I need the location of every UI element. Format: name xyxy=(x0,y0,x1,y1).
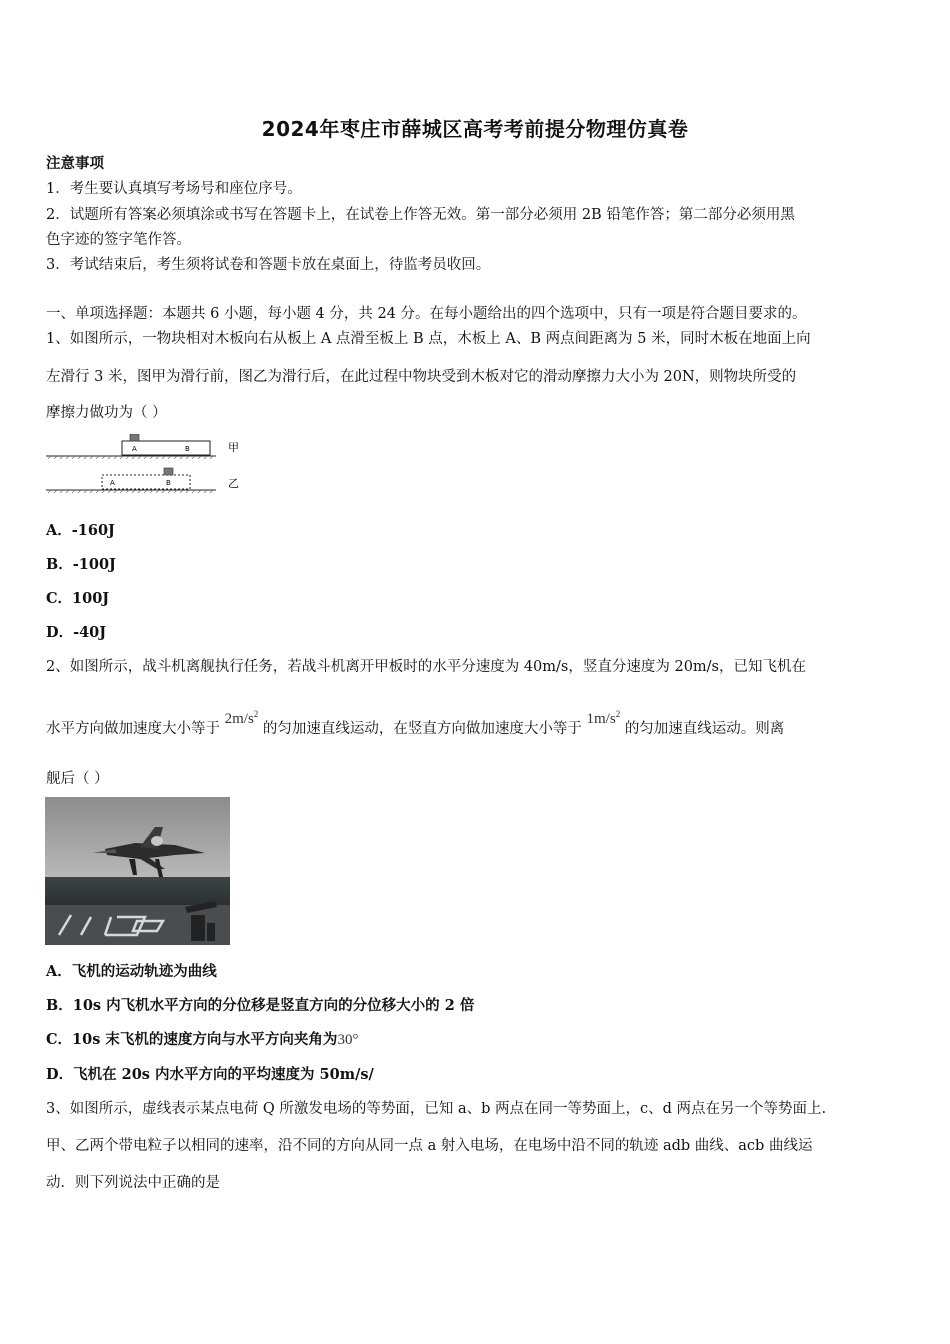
q2-text: 舰后（ ） xyxy=(46,771,109,787)
option-b: B．10s 内飞机水平方向的分位移是竖直方向的分位移大小的 2 倍 xyxy=(46,997,475,1014)
board-figure xyxy=(46,434,246,496)
q2-text-part: 的匀加速直线运动。则离 xyxy=(624,721,785,737)
q3-text: 甲、乙两个带电粒子以相同的速率，沿不同的方向从同一点 a 射入电场，在电场中沿不同的轨迹 adb 曲线、acb 曲线运 xyxy=(46,1138,813,1154)
notice-item: 2．试题所有答案必须填涂或书写在答题卡上，在试卷上作答无效。第一部分必须用 2B 铅笔作答；第二部分必须用黑 xyxy=(46,207,795,223)
label-jia: 甲 xyxy=(228,441,239,454)
formula-sup: 2 xyxy=(253,709,259,719)
formula-base: 2m/s xyxy=(224,711,254,727)
accel-formula xyxy=(587,711,621,727)
option-c-text: C．10s 末飞机的速度方向与水平方向夹角为 xyxy=(46,1031,338,1048)
formula-base: 1m/s xyxy=(586,711,616,727)
notice-item: 1．考生要认真填写考场号和座位序号。 xyxy=(46,181,302,197)
figure-yi xyxy=(46,468,239,493)
angle-formula: 30° xyxy=(337,1032,359,1048)
notice-heading: 注意事项 xyxy=(46,155,104,172)
q1-text: 摩擦力做功为（ ） xyxy=(46,405,167,421)
figure-jia xyxy=(46,434,239,459)
notice-item: 3．考试结束后，考生须将试卷和答题卡放在桌面上，待监考员收回。 xyxy=(46,257,491,273)
q1-text: 左滑行 3 米，图甲为滑行前，图乙为滑行后，在此过程中物块受到木板对它的滑动摩擦力大小为 20N，则物块所受的 xyxy=(46,369,797,385)
fighter-jet-photo xyxy=(45,797,230,945)
point-b-label: B xyxy=(185,445,190,453)
point-b-label: B xyxy=(166,479,171,487)
q3-text: 动．则下列说法中正确的是 xyxy=(46,1175,220,1191)
q2-text xyxy=(46,709,785,738)
option-b: B．-100J xyxy=(46,556,116,573)
accel-formula xyxy=(225,711,259,727)
q2-text-part: 水平方向做加速度大小等于 xyxy=(46,721,220,737)
option-d: D．-40J xyxy=(46,624,107,641)
page-title: 2024年枣庄市薛城区高考考前提分物理仿真卷 xyxy=(261,117,689,141)
q2-text-part: 的匀加速直线运动，在竖直方向做加速度大小等于 xyxy=(262,721,582,737)
block xyxy=(130,434,139,441)
option-c xyxy=(46,1028,358,1049)
q3-text: 3、如图所示，虚线表示某点电荷 Q 所激发电场的等势面，已知 a、b 两点在同一等势面上，c、d 两点在另一个等势面上. xyxy=(46,1101,827,1117)
option-a: A．飞机的运动轨迹为曲线 xyxy=(46,963,217,980)
option-a: A．-160J xyxy=(46,522,115,539)
notice-item: 色字迹的签字笔作答。 xyxy=(46,232,191,248)
board-dashed xyxy=(102,475,190,489)
block xyxy=(164,468,173,475)
option-c: C．100J xyxy=(46,590,110,607)
label-yi: 乙 xyxy=(228,477,239,490)
section-heading: 一、单项选择题：本题共 6 小题，每小题 4 分，共 24 分。在每小题给出的四个选项中，只有一项是符合题目要求的。 xyxy=(46,306,807,322)
point-a-label: A xyxy=(110,479,115,487)
formula-sup: 2 xyxy=(615,709,621,719)
q1-text: 1、如图所示，一物块相对木板向右从板上 A 点滑至板上 B 点，木板上 A、B 两点间距离为 5 米，同时木板在地面上向 xyxy=(46,331,811,347)
q2-text: 2、如图所示，战斗机离舰执行任务，若战斗机离开甲板时的水平分速度为 40m/s，竖直分速度为 20m/s，已知飞机在 xyxy=(46,659,806,675)
point-a-label: A xyxy=(132,445,137,453)
option-d: D．飞机在 20s 内水平方向的平均速度为 50m/s/ xyxy=(46,1066,374,1083)
